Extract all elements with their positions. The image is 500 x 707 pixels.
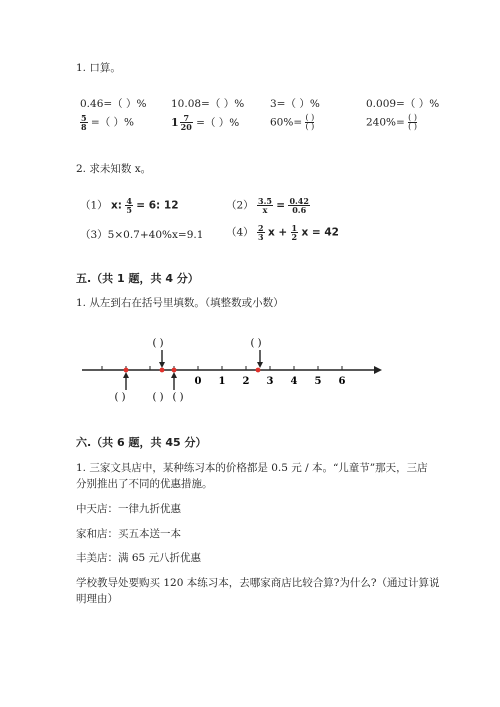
section6-ask-line2: 明理由）: [76, 593, 118, 605]
down-arrow-icon: [257, 362, 263, 368]
store-jiahe: 家和店：买五本送一本: [76, 528, 181, 540]
section6-title: 六.（共 6 题，共 45 分）: [76, 436, 207, 449]
tick-label-3: 3: [266, 376, 274, 387]
tick-label-1: 1: [218, 376, 226, 387]
bracket-top: ( ): [152, 338, 164, 349]
section5-title: 五.（共 1 题，共 4 分）: [76, 272, 199, 285]
q1-item-2: 10.08=（ ）%: [171, 98, 245, 110]
bracket-bottom: ( ): [114, 392, 126, 403]
q2-heading: 2. 求未知数 x。: [76, 163, 152, 175]
mixed-number: 1 $\frac{7}{20}$: [171, 113, 192, 132]
tick-label-6: 6: [338, 376, 346, 387]
tick-label-2: 2: [242, 376, 250, 387]
red-point: [124, 368, 129, 373]
down-arrows: [162, 350, 260, 364]
tick-label-5: 5: [314, 376, 322, 387]
section6-ask-line1: 学校教导处要购买 120 本练习本，去哪家商店比较合算?为什么?（通过计算说: [76, 577, 440, 589]
q1-item-6: 1 $\frac{7}{20}$ =（ ）%: [171, 113, 240, 132]
fraction: $\frac{5}{8}$: [81, 113, 87, 132]
number-line-arrowhead: [374, 366, 382, 374]
red-point: [256, 368, 261, 373]
bracket-bottom: ( ): [152, 392, 164, 403]
section5-q1: 1. 从左到右在括号里填数。（填整数或小数）: [76, 297, 284, 309]
number-line-tick-labels: [195, 376, 346, 387]
q2-problem-2: （2） $\frac{3.5}{x}$ = $\frac{0.42}{0.6}$: [226, 196, 309, 215]
store-fengmei: 丰美店：满 65 元八折优惠: [76, 552, 202, 564]
down-arrow-icon: [159, 362, 165, 368]
q1-item-5: $\frac{5}{8}$ =（ ）%: [81, 113, 135, 132]
q1-item-7: 60%= $\frac{( )}{( )}$: [270, 113, 315, 131]
q2-problem-1: （1） x: $\frac{4}{5}$ = 6: 12: [80, 196, 179, 215]
section6-q1-line1: 1. 三家文具店中，某种练习本的价格都是 0.5 元 / 本。“儿童节”那天，三店: [76, 462, 428, 474]
red-point: [160, 368, 165, 373]
bracket-top: ( ): [250, 338, 262, 349]
q1-item-1: 0.46=（ ）%: [80, 98, 147, 110]
red-point: [172, 368, 177, 373]
store-zhongtian: 中天店：一律九折优惠: [76, 503, 181, 515]
q1-item-4: 0.009=（ ）%: [366, 98, 440, 110]
section6-q1-line2: 分别推出了不同的优惠措施。: [76, 478, 213, 490]
tick-label-0: 0: [194, 376, 202, 387]
up-arrows: [126, 376, 174, 390]
q2-problem-3: （3）5×0.7+40%x=9.1: [80, 229, 204, 241]
q1-item-8: 240%= $\frac{( )}{( )}$: [366, 113, 417, 131]
bracket-bottom: ( ): [172, 392, 184, 403]
number-line: [70, 330, 390, 410]
up-arrow-icon: [171, 372, 177, 378]
q1-heading: 1. 口算。: [76, 62, 121, 74]
tick-label-4: 4: [290, 376, 298, 387]
q1-item-3: 3=（ ）%: [270, 98, 320, 110]
up-arrow-icon: [123, 372, 129, 378]
q2-problem-4: （4） $\frac{2}{3}$ x + $\frac{1}{2}$ x = 42: [226, 223, 339, 242]
